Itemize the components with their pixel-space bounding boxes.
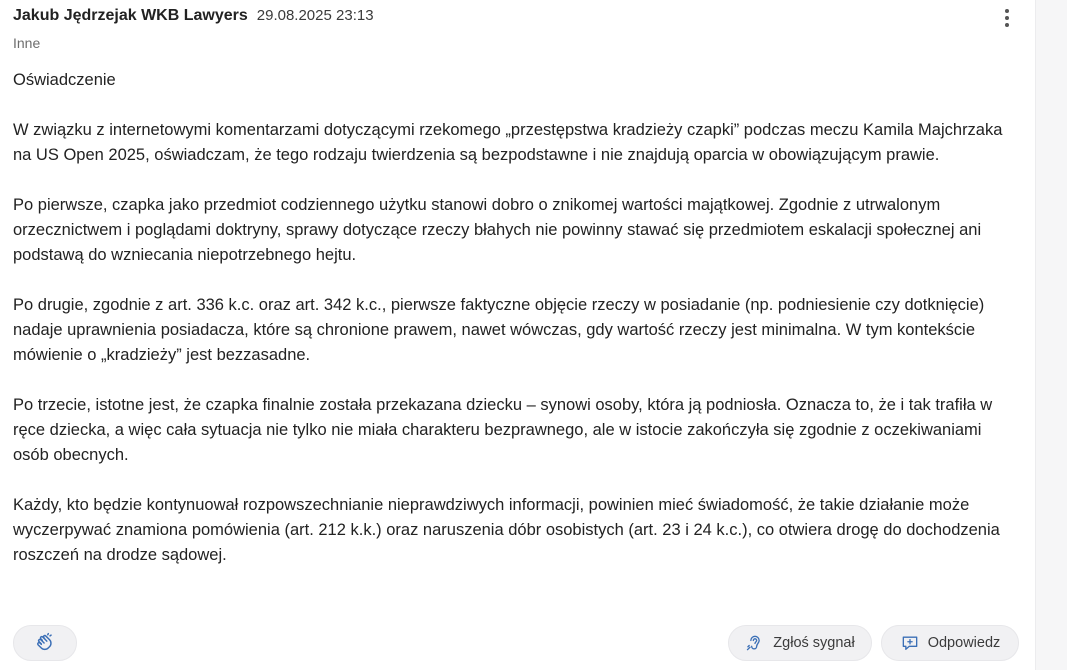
post-category: Inne bbox=[13, 35, 41, 51]
ear-icon bbox=[745, 633, 765, 653]
post-title: Oświadczenie bbox=[13, 71, 116, 89]
post-paragraph: Po drugie, zgodnie z art. 336 k.c. oraz art. 342 k.c., pierwsze faktyczne objęcie rzeczy w posiadanie (np. podniesienie czy dotknięcie) nadaje uprawnienia posiadacza, które są chronione prawem, nawet wówczas, gdy wartość rzeczy jest minimalna. W tym kontekście mówienie o „kradzieży” jest bezzasadne. bbox=[13, 296, 985, 364]
more-vertical-icon[interactable] bbox=[995, 6, 1019, 30]
post-paragraph: Po pierwsze, czapka jako przedmiot codziennego użytku stanowi dobro o znikomej wartości majątkowej. Zgodnie z utrwalonym orzecznictwem i poglądami doktryny, sprawy dotyczące rzeczy błahych nie powinny stawać się przedmiotem eskalacji społecznej ani podstawą do wzniecania niepotrzebnego hejtu. bbox=[13, 196, 982, 264]
clap-icon bbox=[34, 632, 56, 654]
post-paragraph: Po trzecie, istotne jest, że czapka finalnie została przekazana dziecku – synowi osoby, która ją podniosła. Oznacza to, że i tak trafiła w ręce dziecka, a więc cała sytuacja nie tylko nie miała charakteru bezprawnego, ale w istocie zakończyła się zgodnie z oczekiwaniami osób obecnych. bbox=[13, 396, 993, 464]
post-paragraph: Każdy, kto będzie kontynuował rozpowszechnianie nieprawdziwych informacji, powinien mieć świadomość, że takie działanie może wyczerpywać znamiona pomówienia (art. 212 k.k.) oraz naruszenia dóbr osobistych (art. 23 i 24 k.c.), co otwiera drogę do dochodzenia roszczeń na drodze sądowej. bbox=[13, 496, 1000, 564]
reply-button[interactable] bbox=[881, 625, 1019, 661]
post-timestamp: 29.08.2025 23:13 bbox=[256, 7, 374, 24]
menu-dot bbox=[1005, 9, 1009, 13]
report-signal-button[interactable] bbox=[728, 625, 872, 661]
post-footer bbox=[13, 625, 1019, 663]
clap-button[interactable] bbox=[13, 625, 77, 661]
menu-dot bbox=[1005, 23, 1009, 27]
scrollbar-track[interactable] bbox=[1035, 0, 1067, 670]
post-body bbox=[13, 68, 1021, 593]
post-paragraph: W związku z internetowymi komentarzami dotyczącymi rzekomego „przestępstwa kradzieży czapki” podczas meczu Kamila Majchrzaka na US Open 2025, oświadczam, że tego rodzaju twierdzenia są bezpodstawne i nie znajdują oparcia w obowiązującym prawie. bbox=[13, 121, 1003, 164]
reply-label: Odpowiedz bbox=[927, 635, 1001, 651]
author-name[interactable]: Jakub Jędrzejak WKB Lawyers bbox=[13, 7, 248, 24]
report-signal-label: Zgłoś sygnał bbox=[773, 635, 855, 651]
post-header bbox=[13, 7, 374, 25]
menu-dot bbox=[1005, 16, 1009, 20]
reply-message-icon bbox=[900, 633, 920, 653]
